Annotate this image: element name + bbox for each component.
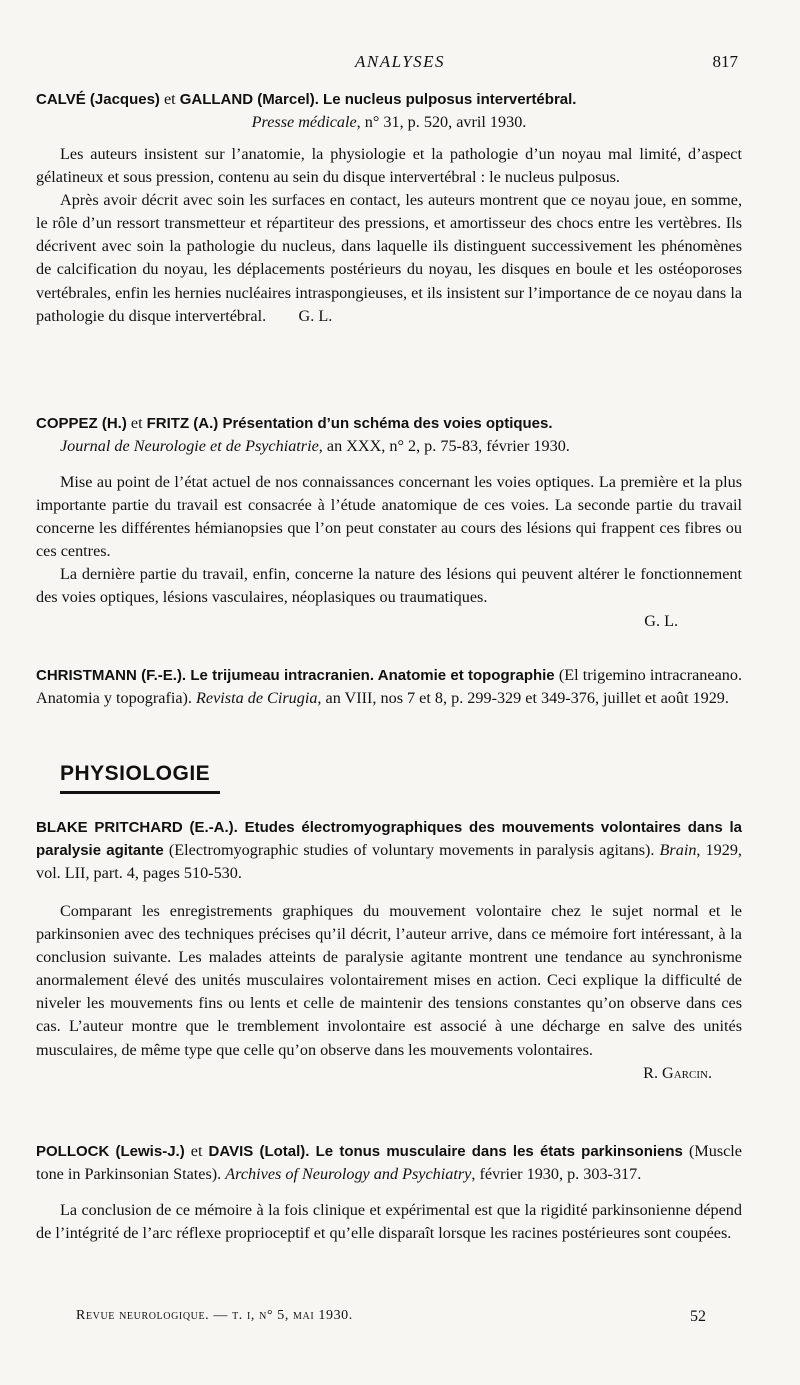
author: CHRISTMANN (F.-E.). (36, 667, 187, 684)
reviewer-signature: R. Garcin. (643, 1063, 712, 1082)
abstract (36, 1199, 742, 1245)
running-head (0, 52, 800, 74)
entry-heading (36, 88, 742, 111)
entry-blake-pritchard (36, 816, 742, 1085)
entry-heading (36, 1140, 742, 1185)
article-title: Le nucleus pulposus intervertébral. (318, 91, 577, 108)
abstract-text: Après avoir décrit avec soin les surfaces en contact, les auteurs montrent que ce noyau joue, en somme, le rôle d’un ressort transmetteur et répartiteur des pressions, et amortisseur des chocs entre les vertèbres. Ils décrivent avec soin la pathologie du nucleus, dans laquelle ils distinguent successivement les phénomènes de calcification du noyau, les déplacements postérieurs du noyau, les disques en boule et les ostéoporoses vertébrales, enfin les hernies nucléaires intraspongieuses, et ils insistent sur l’importance de ce noyau dans la pathologie du disque intervertébral. (36, 191, 742, 325)
abstract-paragraph: Mise au point de l’état actuel de nos connaissances concernant les voies optiques. La première et la plus importante partie du travail est consacrée à l’étude anatomique de ces voies. La seconde partie du travail concerne les différentes hémianopsies que l’on peut constater au cours des lésions qui frappent ces fibres ou ces centres. (36, 473, 742, 561)
entry-heading (36, 816, 742, 884)
article-title: Présentation d’un schéma des voies optiques. (218, 415, 553, 432)
source-details: , an VIII, nos 7 et 8, p. 299-329 et 349-376, juillet et août 1929. (317, 689, 729, 707)
entry-source (36, 435, 742, 457)
conjunction: et (184, 1142, 209, 1160)
reviewer-signature: G. L. (644, 611, 678, 630)
translated-title: (Muscle tone in Parkinsonian States). (36, 1142, 742, 1183)
abstract-paragraph: Les auteurs insistent sur l’anatomie, la physiologie et la pathologie d’un noyau mal limité, d’aspect gélatineux et sous pression, contenu au sein du disque intervertébral : le nucleus pulposus. (36, 145, 742, 187)
section-heading: PHYSIOLOGIE (60, 762, 211, 785)
article-title: Le tonus musculaire dans les états parkinsoniens (309, 1143, 683, 1160)
entry-heading (36, 412, 742, 435)
footer-folio: 52 (690, 1308, 706, 1325)
entry-calve-galland (36, 88, 742, 328)
conjunction: et (126, 414, 147, 432)
translated-title: (El trigemino intracraneano. Anatomia y topografia). (36, 666, 742, 707)
source-details: , 1929, vol. LII, part. 4, pages 510-530. (36, 841, 742, 882)
author: POLLOCK (Lewis-J.) (36, 1143, 185, 1160)
author: BLAKE PRITCHARD (E.-A.). (36, 819, 238, 836)
entry-heading (36, 664, 742, 709)
article-title: Le trijumeau intracranien. Anatomie et topographie (186, 667, 555, 684)
page-footer (76, 1308, 706, 1324)
abstract-paragraph: Comparant les enregistrements graphiques du mouvement volontaire chez le sujet normal et le parkinsonien avec des techniques précises qu’il décrit, l’auteur arrive, dans ce mémoire fort intéressant, à la conclusion suivante. Les malades atteints de paralysie agitante montrent une tendance au synchronisme anormalement élevé des unités musculaires volontairement mises en action. Ceci explique la difficulté de niveler les mouvements fins ou lents et celle de maintenir des tensions constantes qu’on observe dans ces cas. L’auteur montre que le tremblement involontaire est associé à une décharge en salve des unités musculaires, de même type que celle qu’on observe dans les mouvements volontaires. (36, 902, 742, 1059)
abstract (36, 471, 742, 633)
reviewer-signature: G. L. (298, 306, 333, 325)
source-journal: Brain (659, 841, 697, 859)
source-details: , n° 31, p. 520, avril 1930. (356, 113, 527, 131)
abstract (36, 900, 742, 1085)
abstract-paragraph (36, 189, 742, 328)
author: FRITZ (A.) (146, 415, 219, 432)
author: GALLAND (Marcel). (179, 91, 319, 108)
source-details: , février 1930, p. 303-317. (471, 1165, 642, 1183)
author: COPPEZ (H.) (36, 415, 127, 432)
entry-christmann (36, 664, 742, 709)
abstract-paragraph: La conclusion de ce mémoire à la fois clinique et expérimental est que la rigidité parkinsonienne dépend de l’intégrité de l’arc réflexe proprioceptif et qu’elle disparaît lorsque les racines postérieures sont coupées. (36, 1201, 742, 1243)
footer-journal: Revue neurologique. (76, 1308, 210, 1323)
page-number: 817 (712, 52, 738, 71)
source-journal: Revista de Cirugia (196, 689, 318, 707)
author: DAVIS (Lotal). (208, 1143, 310, 1160)
entry-source (36, 111, 742, 133)
footer-volume: — t. i, n° 5, mai 1930. (209, 1308, 353, 1323)
source-journal: Journal de Neurologie et de Psychiatrie (60, 437, 319, 455)
entry-pollock-davis (36, 1140, 742, 1245)
running-title: ANALYSES (354, 52, 446, 71)
author: CALVÉ (Jacques) (36, 91, 160, 108)
source-details: , an XXX, n° 2, p. 75-83, février 1930. (318, 437, 570, 455)
abstract (36, 143, 742, 328)
conjunction: et (159, 90, 180, 108)
source-journal: Presse médicale (251, 113, 357, 131)
article-title: Etudes électromyographiques des mouvements volontaires dans la paralysie agitante (36, 819, 743, 859)
entry-coppez-fritz (36, 412, 742, 633)
source-journal: Archives of Neurology and Psychiatry (225, 1165, 472, 1183)
section-heading-rule (60, 791, 220, 794)
abstract-paragraph: La dernière partie du travail, enfin, concerne la nature des lésions qui peuvent altérer le fonctionnement des voies optiques, lésions vasculaires, néoplasiques ou traumatiques. (36, 565, 742, 607)
translated-title: (Electromyographic studies of voluntary movements in paralysis agitans). (163, 841, 660, 859)
